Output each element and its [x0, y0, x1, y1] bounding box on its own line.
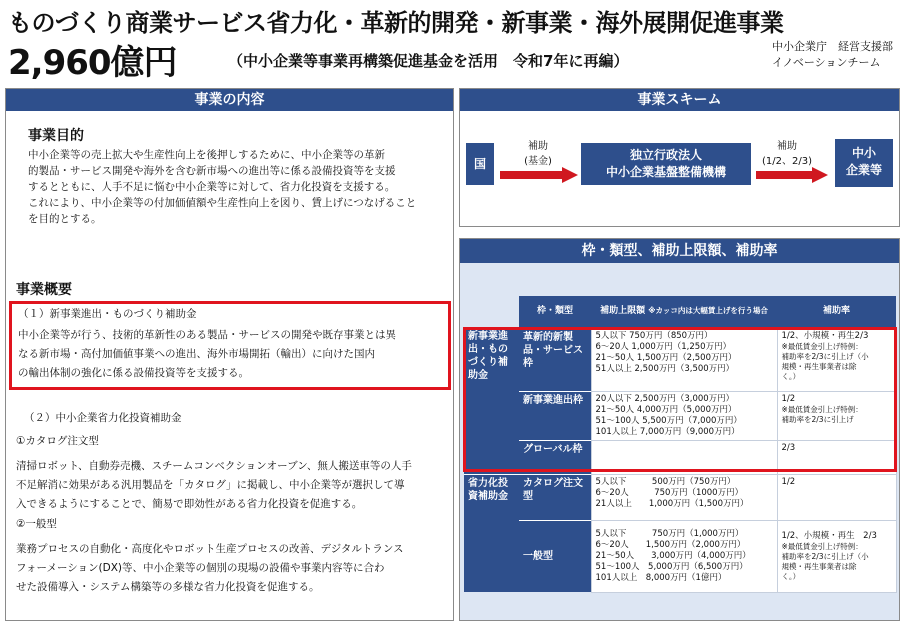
- cap-line: 5人以下 500万円（750万円）: [595, 476, 736, 487]
- purpose-line: 的製品・サービス開発や海外を含む新市場への進出等に係る設備投資等を支援: [28, 165, 396, 177]
- cap-line: 51人以上 2,500万円（3,500万円）: [595, 363, 735, 374]
- rate-line: 補助率を2/3に引上げ: [781, 414, 854, 424]
- cap-line: 51～100人 5,500万円（7,000万円）: [595, 415, 742, 426]
- limits-heading: 枠・類型、補助上限額、補助率: [460, 239, 899, 263]
- department-name: 中小企業庁 経営支援部: [772, 40, 893, 53]
- rate-line: 1/2、小規模・再生2/3: [781, 330, 869, 341]
- group-labor-saving: 省力化投資補助金: [464, 474, 519, 592]
- item2a-title: ①カタログ注文型: [16, 435, 99, 447]
- rate-line: 1/2: [781, 476, 796, 487]
- item2a-line: 清掃ロボット、自動券売機、スチームコンベクションオーブン、無人搬送車等の人手: [16, 460, 412, 472]
- cap-line: 101人以上 7,000万円（9,000万円）: [595, 426, 740, 437]
- cap-line: 20人以下 2,500万円（3,000万円）: [595, 393, 735, 404]
- cap-line: 6～20人 1,500万円（2,000万円）: [595, 539, 746, 550]
- cap-general: [591, 520, 777, 592]
- arrow1-label: [508, 139, 568, 169]
- budget-note: （中小企業等事業再構築促進基金を活用 令和7年に再編）: [228, 52, 629, 70]
- rate-line: ※最低賃金引上げ特例：: [781, 341, 863, 351]
- rate-line: く。）: [781, 571, 801, 581]
- cap-line: 21～50人 1,500万円（2,500万円）: [595, 352, 737, 363]
- col-cap-label: 補助上限額: [600, 306, 646, 317]
- arrow2-label: [751, 139, 823, 169]
- box-agency-line2: 中小企業基盤整備機構: [605, 165, 726, 179]
- rate-line: 2/3: [781, 442, 796, 453]
- department-info: [772, 39, 893, 71]
- purpose-line: これにより、中小企業等の付加価値額や生産性向上を図り、賃上げにつなげること: [28, 197, 417, 209]
- arrow2-icon: [756, 167, 828, 183]
- item1-title: （１）新事業進出・ものづくり補助金: [18, 308, 197, 320]
- arrow1-label-main: 補助: [528, 141, 548, 152]
- item2a-line: 入できるようにすることで、簡易で即効性がある省力化投資を促進する。: [16, 498, 363, 510]
- rate-line: 補助率を2/3に引上げ（小: [781, 351, 869, 361]
- type-new-business: 新事業進出枠: [519, 391, 591, 440]
- group-new-business: 新事業進出・ものづくり補助金: [464, 328, 519, 474]
- cap-line: 21～50人 3,000万円（4,000万円）: [595, 550, 751, 561]
- rate-line: 1/2: [781, 393, 796, 404]
- purpose-line: するとともに、人手不足に悩む中小企業等に対して、省力化投資を支援する。: [28, 181, 396, 193]
- team-name: イノベーションチーム: [772, 56, 881, 69]
- rate-line: 規模・再生事業者は除: [781, 561, 857, 571]
- rate-line: く。）: [781, 371, 801, 381]
- type-global: グローバル枠: [519, 440, 591, 474]
- box-sme-line1: 中小: [851, 146, 876, 160]
- purpose-text: [28, 147, 416, 227]
- item2b-text: [16, 540, 404, 597]
- rate-line: 補助率を2/3に引上げ（小: [781, 551, 869, 561]
- cap-line: 21人以上 1,000万円（1,500万円）: [595, 498, 749, 509]
- scheme-panel: [459, 88, 900, 227]
- arrow1-icon: [500, 167, 578, 183]
- cap-line: 101人以上 8,000万円（1億円）: [595, 572, 727, 583]
- item2b-line: フォーメーション(DX)等、中小企業等の個別の現場の設備や事業内容等に合わ: [16, 562, 385, 574]
- box-country: 国: [466, 143, 494, 185]
- type-catalog: カタログ注文型: [519, 474, 591, 520]
- cap-line: 6～20人 1,000万円（1,250万円）: [595, 341, 732, 352]
- cap-catalog: [591, 474, 777, 520]
- col-cap-header: [591, 296, 777, 328]
- type-general: 一般型: [519, 520, 591, 592]
- arrow1-label-sub: (基金): [524, 156, 552, 167]
- purpose-title: 事業目的: [28, 128, 84, 144]
- arrow2-label-main: 補助: [777, 141, 797, 152]
- limits-panel: [459, 238, 900, 621]
- item1-block: [18, 305, 396, 383]
- rate-line: 1/2、小規模・再生 2/3: [781, 530, 877, 541]
- business-content-heading: 事業の内容: [6, 89, 453, 111]
- business-content-panel: [5, 88, 454, 621]
- budget-amount: 2,960億円: [8, 43, 177, 83]
- rate-line: ※最低賃金引上げ特例：: [781, 541, 863, 551]
- box-sme: [835, 139, 893, 187]
- col-cap-note: ※カッコ内は大幅賃上げを行う場合: [648, 306, 768, 316]
- rate-catalog: [777, 474, 896, 520]
- purpose-line: を目的とする。: [28, 213, 102, 225]
- item2a-line: 不足解消に効果がある汎用製品を「カタログ」に掲載し、中小企業等が選択して導: [16, 479, 405, 491]
- box-agency: [581, 143, 751, 185]
- item1-line: の輸出体制の強化に係る設備投資等を支援する。: [18, 367, 249, 379]
- cap-line: 6～20人 750万円（1000万円）: [595, 487, 744, 498]
- rate-line: 規模・再生事業者は除: [781, 361, 857, 371]
- arrow2-label-sub: (1/2、2/3): [762, 156, 812, 167]
- item1-line: 中小企業等が行う、技術的革新性のある製品・サービスの開発や既存事業とは異: [18, 329, 396, 341]
- item2b-line: 業務プロセスの自動化・高度化やロボット生産プロセスの改善、デジタルトランス: [16, 543, 404, 555]
- item1-line: なる新市場・高付加価値事業への進出、海外市場開拓（輸出）に向けた国内: [18, 348, 375, 360]
- cap-line: 51～100人 5,000万円（6,500万円）: [595, 561, 748, 572]
- scheme-heading: 事業スキーム: [460, 89, 899, 111]
- purpose-line: 中小企業等の売上拡大や生産性向上を後押しするために、中小企業等の革新: [28, 149, 385, 161]
- col-rate-header: 補助率: [777, 296, 896, 328]
- rate-general: [777, 520, 896, 592]
- item2-title: （２）中小企業省力化投資補助金: [24, 412, 182, 424]
- rate-line: ※最低賃金引上げ特例：: [781, 404, 863, 414]
- overview-title: 事業概要: [16, 282, 72, 298]
- col-type-header: 枠・類型: [519, 296, 591, 328]
- box-sme-line2: 企業等: [845, 163, 882, 177]
- cap-line: 5人以下 750万円（850万円）: [595, 330, 713, 341]
- item2b-title: ②一般型: [16, 518, 57, 530]
- highlight-box-new-business: [463, 327, 897, 472]
- cap-line: 5人以下 750万円（1,000万円）: [595, 528, 744, 539]
- table-corner: [464, 296, 519, 328]
- type-innovative: 革新的新製品・サービス枠: [519, 328, 591, 391]
- item2a-text: [16, 457, 412, 514]
- box-agency-line1: 独立行政法人: [629, 148, 702, 162]
- item2b-line: せた設備導入・システム構築等の多様な省力化投資を促進する。: [16, 581, 320, 593]
- page-title: ものづくり商業サービス省力化・革新的開発・新事業・海外展開促進事業: [8, 9, 784, 37]
- cap-line: 21～50人 4,000万円（5,000万円）: [595, 404, 737, 415]
